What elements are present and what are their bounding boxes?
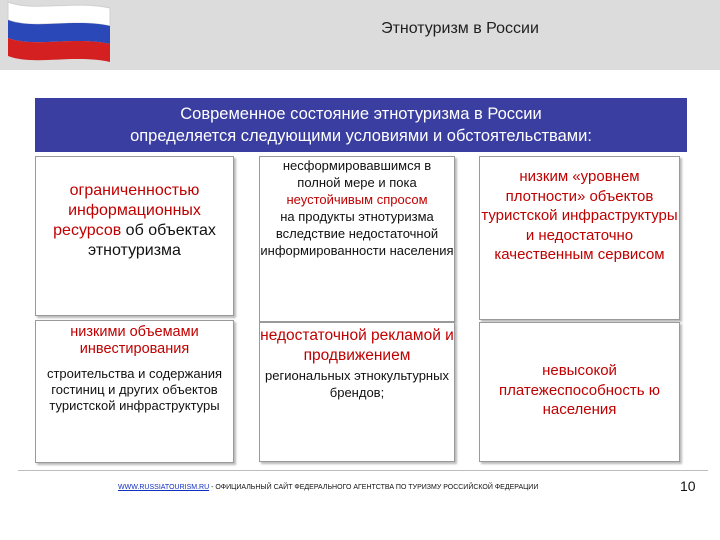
condition-text: региональных этнокультурных брендов;: [265, 368, 449, 400]
condition-text: несформировавшимся в полной мере и пока: [282, 158, 432, 190]
banner-line-2: определяется следующими условиями и обстоятельствами:: [130, 127, 592, 145]
condition-highlight: низкими объемами инвестирования: [70, 324, 199, 357]
condition-text: об объектах этнотуризма: [88, 222, 216, 259]
condition-box-information: [35, 156, 234, 316]
condition-box-solvency: [479, 322, 680, 462]
condition-text: строительства и содержания гостиниц и других объектов туристской инфраструктуры: [46, 366, 223, 413]
condition-box-demand: [259, 156, 455, 322]
page-number: 10: [680, 478, 696, 494]
slide-title: Этнотуризм в России: [381, 20, 539, 37]
footer-divider: [18, 470, 708, 471]
condition-highlight: низким «уровнем плотности» объектов туристской инфраструктуры и недостаточно качественным сервисом: [481, 168, 678, 263]
condition-box-advertising: [259, 322, 455, 462]
condition-box-investment: [35, 320, 234, 463]
russian-flag-icon: [4, 0, 114, 70]
condition-highlight: неустойчивым спросом: [286, 192, 428, 207]
banner-line-1: Современное состояние этнотуризма в России: [180, 105, 542, 123]
condition-text: на продукты этнотуризма вследствие недостаточной информированности населения: [260, 209, 454, 258]
header-bar: [0, 0, 720, 70]
condition-highlight: недостаточной рекламой и продвижением: [260, 327, 454, 364]
condition-box-infrastructure: [479, 156, 680, 320]
website-link[interactable]: WWW.RUSSIATOURISM.RU: [118, 484, 210, 491]
intro-banner: [35, 98, 687, 152]
condition-highlight: невысокой платежеспособность ю населения: [499, 362, 660, 418]
footer-description: - ОФИЦИАЛЬНЫЙ САЙТ ФЕДЕРАЛЬНОГО АГЕНТСТВА ПО ТУРИЗМУ РОССИЙСКОЙ ФЕДЕРАЦИИ: [209, 484, 539, 491]
footer-caption: [118, 484, 538, 491]
condition-highlight: ограниченностью информационных ресурсов: [53, 182, 201, 239]
